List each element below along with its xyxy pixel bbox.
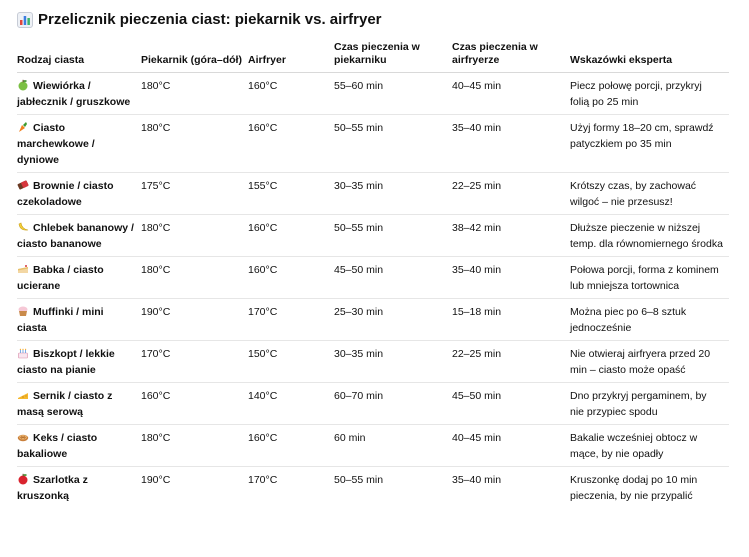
table-row	[17, 383, 729, 425]
airfryer-temp-cell: 160°C	[248, 425, 334, 467]
expert-tip-cell: Piecz połowę porcji, przykryj folią po 25 min	[570, 73, 729, 115]
cake-type-cell	[17, 115, 141, 173]
column-header-oven-time: Czas pieczenia w piekarniku	[334, 41, 452, 73]
page-title-text: Przelicznik pieczenia ciast: piekarnik vs. airfryer	[38, 11, 382, 28]
cake-name: Brownie / ciasto czekoladowe	[17, 180, 114, 208]
cake-type-cell	[17, 383, 141, 425]
oven-time-cell: 30–35 min	[334, 341, 452, 383]
expert-tip-cell: Nie otwieraj airfryera przed 20 min – ciasto może opaść	[570, 341, 729, 383]
oven-time-cell: 50–55 min	[334, 474, 384, 486]
cake-name: Babka / ciasto ucierane	[17, 264, 104, 292]
cake-name: Biszkopt / lekkie ciasto na pianie	[17, 348, 115, 376]
oven-time-cell: 60–70 min	[334, 383, 452, 425]
oven-temp-cell: 175°C	[141, 173, 248, 215]
airfryer-temp-cell: 160°C	[248, 257, 334, 299]
oven-temp-cell: 180°C	[141, 215, 248, 257]
green-apple-icon	[17, 79, 29, 91]
airfryer-time-cell: 15–18 min	[452, 299, 570, 341]
cake-type-cell	[17, 215, 141, 257]
chocolate-bar-icon	[17, 179, 29, 191]
bar-chart-icon	[17, 12, 33, 28]
pie-icon	[17, 431, 29, 443]
cake-name: Ciasto marchewkowe / dyniowe	[17, 122, 95, 166]
expert-tip-cell: Użyj formy 18–20 cm, sprawdź patyczkiem po 35 min	[570, 115, 729, 173]
carrot-icon	[17, 121, 29, 133]
red-apple-icon	[17, 473, 29, 485]
column-header-oven-temp: Piekarnik (góra–dół)	[141, 41, 248, 73]
airfryer-temp-cell: 150°C	[248, 341, 334, 383]
cake-type-cell	[17, 341, 141, 383]
cake-slice-icon	[17, 263, 29, 275]
cake-type-cell	[17, 299, 141, 341]
airfryer-time-cell: 35–40 min	[452, 257, 570, 299]
oven-temp-cell: 190°C	[141, 299, 248, 341]
expert-tip-cell: Dłuższe pieczenie w niższej temp. dla równomiernego środka	[570, 215, 729, 257]
table-row	[17, 173, 729, 215]
oven-temp-cell: 180°C	[141, 425, 248, 467]
expert-tip-cell: Bakalie wcześniej obtocz w mące, by nie opadły	[570, 425, 729, 467]
table-row	[17, 341, 729, 383]
airfryer-time-cell: 40–45 min	[452, 425, 570, 467]
airfryer-temp-cell: 140°C	[248, 383, 334, 425]
airfryer-temp-cell: 160°C	[248, 115, 334, 173]
cake-name: Sernik / ciasto z masą serową	[17, 390, 113, 418]
cheese-wedge-icon	[17, 389, 29, 401]
page-title	[17, 11, 729, 29]
airfryer-time-cell: 22–25 min	[452, 173, 570, 215]
expert-tip-cell: Dno przykryj pergaminem, by nie przypiec spodu	[570, 383, 729, 425]
oven-temp-cell: 180°C	[141, 73, 248, 115]
airfryer-temp-cell: 170°C	[248, 299, 334, 341]
oven-temp-cell: 180°C	[141, 257, 248, 299]
baking-table	[17, 41, 729, 508]
cupcake-icon	[17, 305, 29, 317]
cake-name: Szarlotka z kruszonką	[17, 474, 88, 502]
table-row	[17, 115, 729, 173]
airfryer-time-cell: 45–50 min	[452, 383, 570, 425]
airfryer-time-cell: 38–42 min	[452, 215, 570, 257]
oven-time-cell: 50–55 min	[334, 215, 452, 257]
table-row	[17, 73, 729, 115]
oven-time-cell: 50–55 min	[334, 115, 452, 173]
airfryer-time-cell: 22–25 min	[452, 341, 570, 383]
table-row	[17, 425, 729, 467]
column-header-cake-type: Rodzaj ciasta	[17, 41, 141, 73]
airfryer-temp-cell: 160°C	[248, 73, 334, 115]
column-header-expert-tips: Wskazówki eksperta	[570, 41, 729, 73]
table-row	[17, 467, 729, 509]
table-row	[17, 215, 729, 257]
airfryer-temp-cell: 170°C	[248, 474, 278, 486]
column-header-airfryer-time: Czas pieczenia w airfryerze	[452, 41, 570, 73]
cake-name: Wiewiórka / jabłecznik / gruszkowe	[17, 80, 131, 108]
expert-tip-cell: Połowa porcji, forma z kominem lub mniejsza tortownica	[570, 257, 729, 299]
airfryer-temp-cell: 160°C	[248, 215, 334, 257]
oven-temp-cell: 160°C	[141, 383, 248, 425]
column-header-airfryer-temp: Airfryer	[248, 41, 334, 73]
oven-temp-cell: 190°C	[141, 474, 171, 486]
airfryer-time-cell: 35–40 min	[452, 474, 502, 486]
airfryer-time-cell: 40–45 min	[452, 73, 570, 115]
table-row	[17, 257, 729, 299]
airfryer-temp-cell: 155°C	[248, 173, 334, 215]
expert-tip-cell: Kruszonkę dodaj po 10 min pieczenia, by nie przypalić	[570, 474, 698, 502]
table-row	[17, 299, 729, 341]
cake-type-cell	[17, 173, 141, 215]
oven-time-cell: 45–50 min	[334, 257, 452, 299]
oven-time-cell: 25–30 min	[334, 299, 452, 341]
cake-type-cell	[17, 467, 141, 509]
cake-name: Muffinki / mini ciasta	[17, 306, 104, 334]
banana-icon	[17, 221, 29, 233]
airfryer-time-cell: 35–40 min	[452, 115, 570, 173]
expert-tip-cell: Można piec po 6–8 sztuk jednocześnie	[570, 299, 729, 341]
oven-time-cell: 55–60 min	[334, 73, 452, 115]
oven-temp-cell: 170°C	[141, 341, 248, 383]
oven-time-cell: 30–35 min	[334, 173, 452, 215]
cake-name: Keks / ciasto bakaliowe	[17, 432, 98, 460]
table-header-row	[17, 41, 729, 73]
oven-time-cell: 60 min	[334, 425, 452, 467]
cake-type-cell	[17, 257, 141, 299]
oven-temp-cell: 180°C	[141, 115, 248, 173]
cake-type-cell	[17, 425, 141, 467]
cake-type-cell	[17, 73, 141, 115]
cake-name: Chlebek bananowy / ciasto bananowe	[17, 222, 134, 250]
birthday-cake-icon	[17, 347, 29, 359]
expert-tip-cell: Krótszy czas, by zachować wilgoć – nie przesusz!	[570, 173, 729, 215]
